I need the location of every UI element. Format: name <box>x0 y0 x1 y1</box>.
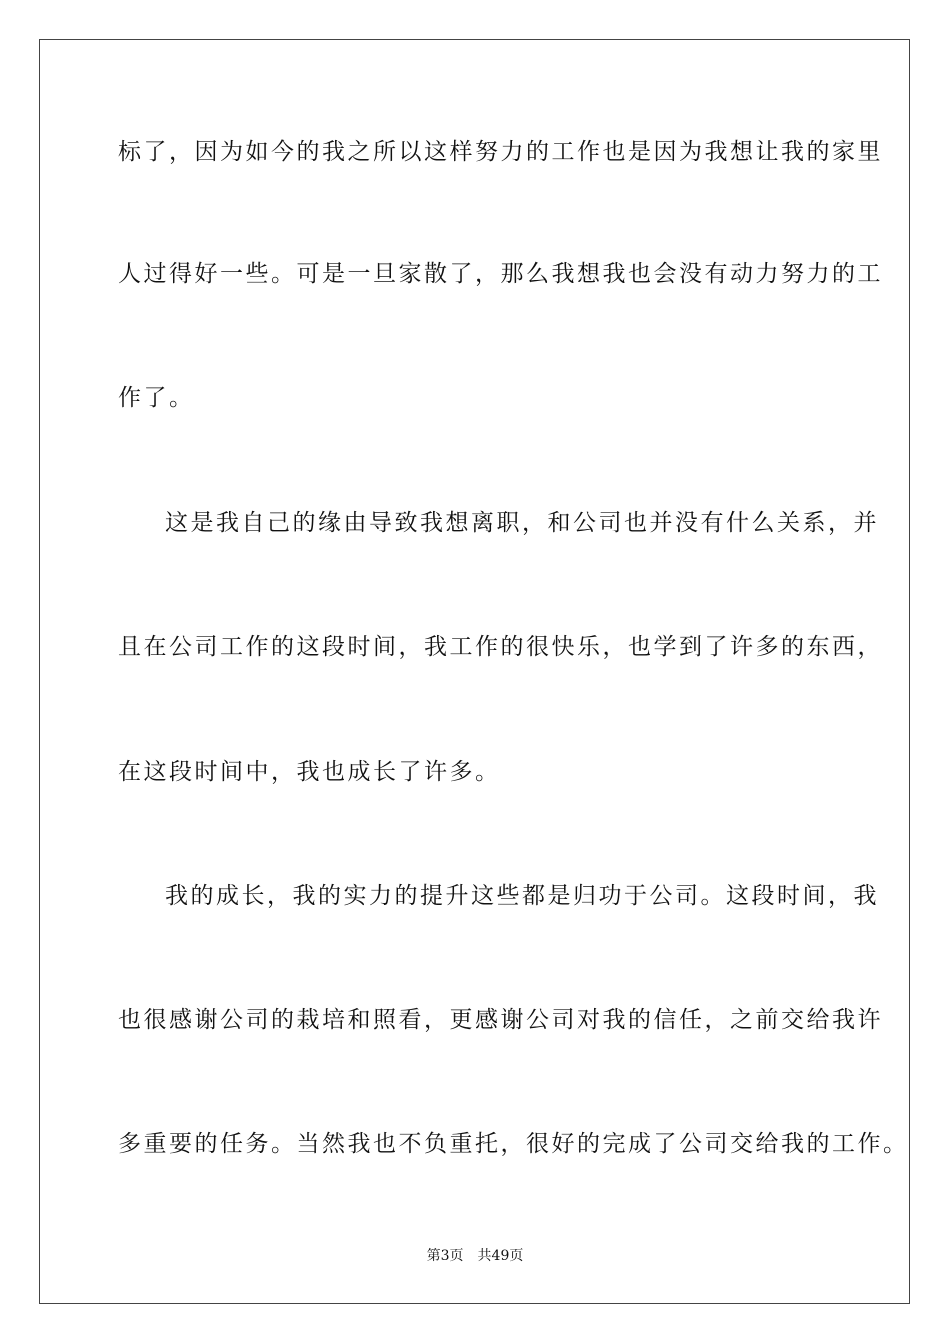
body-text-line: 标了，因为如今的我之所以这样努力的工作也是因为我想让我的家里 <box>118 139 883 165</box>
body-text-line: 作了。 <box>118 385 195 411</box>
body-text-line: 人过得好一些。可是一旦家散了，那么我想我也会没有动力努力的工 <box>118 261 883 287</box>
body-text-line: 也很感谢公司的栽培和照看，更感谢公司对我的信任，之前交给我许 <box>118 1007 883 1033</box>
page-footer <box>0 1247 950 1265</box>
body-text-line: 在这段时间中，我也成长了许多。 <box>118 759 501 785</box>
page-number: 第3页 <box>426 1248 464 1264</box>
paragraph-first-line: 这是我自己的缘由导致我想离职，和公司也并没有什么关系，并 <box>165 510 879 536</box>
page-border <box>39 39 910 1304</box>
paragraph-first-line: 我的成长，我的实力的提升这些都是归功于公司。这段时间，我 <box>165 883 879 909</box>
body-text-line: 多重要的任务。当然我也不负重托，很好的完成了公司交给我的工作。 <box>118 1131 909 1157</box>
page-total: 共49页 <box>477 1248 524 1264</box>
body-text-line: 且在公司工作的这段时间，我工作的很快乐，也学到了许多的东西， <box>118 634 883 660</box>
